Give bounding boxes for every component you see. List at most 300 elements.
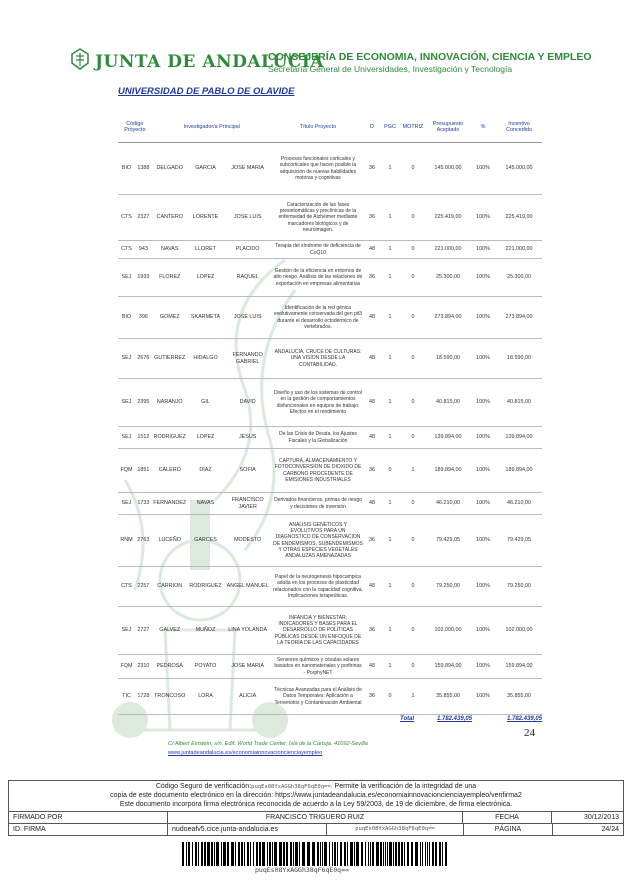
pagina-label: PÁGINA bbox=[464, 824, 553, 835]
cell-pgc: 1 bbox=[380, 515, 400, 567]
cell-ap2: DIAZ bbox=[188, 449, 224, 493]
barcode-bar bbox=[279, 842, 282, 866]
cell-ap2: LOPEZ bbox=[188, 259, 224, 297]
cell-pct: 100% bbox=[470, 449, 496, 493]
cell-incentivo: 18.590,00 bbox=[496, 339, 542, 379]
cell-titulo: Papel de la neurogenesis hipocampica adulta en los procesos de plasticidad relacionados con la capacidad cognitiva. Implicaciones terapeúticas. bbox=[272, 567, 364, 607]
cell-ap1: LUCEÑO bbox=[152, 515, 188, 567]
cell-ap1: DELGADO bbox=[152, 143, 188, 195]
id-firma-label: ID. FIRMA bbox=[9, 824, 168, 835]
cell-titulo: ANDALUCIA, CRUCE DE CULTURAS: UNA VISION DESDE LA CONTABILIDAD. bbox=[272, 339, 364, 379]
cell-ap1: TRONCOSO bbox=[152, 679, 188, 715]
cell-num: 2310 bbox=[135, 655, 152, 679]
address-line: C/ Albert Einstein, s/n. Edif. World Trade Center, Isla de la Cartuja. 41092-Sevilla bbox=[168, 741, 368, 747]
cell-ap1: FLOREZ bbox=[152, 259, 188, 297]
cell-pct: 100% bbox=[470, 241, 496, 259]
cell-presupuesto: 221.000,00 bbox=[426, 241, 470, 259]
cell-area: SEJ bbox=[118, 607, 135, 655]
cell-titulo: INFANCIA Y BIENESTAR: INDICADORES Y BASES PARA EL DESARROLLO DE POLÍTICAS PÚBLICAS DESDE UN ENFOQUE DE LA TEORÍA DE LAS CAPACIDADES bbox=[272, 607, 364, 655]
cell-d: 36 bbox=[364, 143, 380, 195]
barcode-bar bbox=[322, 842, 323, 866]
barcode-bar bbox=[368, 842, 369, 866]
cell-d: 36 bbox=[364, 679, 380, 715]
verification-text bbox=[9, 781, 623, 812]
cell-incentivo: 46.210,00 bbox=[496, 493, 542, 515]
col-header-codigo: Código Proyecto bbox=[118, 112, 152, 143]
barcode-bar bbox=[238, 842, 240, 866]
cell-ap1: CALERO bbox=[152, 449, 188, 493]
barcode-bar bbox=[274, 842, 277, 866]
cell-d: 36 bbox=[364, 515, 380, 567]
barcode-bar bbox=[398, 842, 400, 866]
cell-titulo: Procesos funcionales corticales y subcorticales que hacen posible la adquisición de nuevas habilidades motoras y cognitivas bbox=[272, 143, 364, 195]
cell-ap1: CANTERO bbox=[152, 195, 188, 241]
cell-motriz: 0 bbox=[400, 427, 426, 449]
cell-motriz: 0 bbox=[400, 607, 426, 655]
table-row bbox=[118, 607, 542, 655]
barcode-bar bbox=[361, 842, 363, 866]
cell-motriz: 0 bbox=[400, 567, 426, 607]
cell-pgc: 1 bbox=[380, 195, 400, 241]
barcode-bar bbox=[198, 842, 199, 866]
barcode-bar bbox=[267, 842, 268, 866]
junta-logo-text: JUNTA DE ANDALUCIA bbox=[95, 52, 325, 72]
barcode-bar bbox=[420, 842, 421, 866]
barcode-bar bbox=[380, 842, 382, 866]
barcode-bar bbox=[372, 842, 374, 866]
cell-pct: 100% bbox=[470, 297, 496, 339]
cell-pct: 100% bbox=[470, 493, 496, 515]
cell-motriz: 0 bbox=[400, 515, 426, 567]
barcode-bar bbox=[407, 842, 409, 866]
barcode-bar bbox=[356, 842, 359, 866]
cell-ap2: POYATO bbox=[188, 655, 224, 679]
cell-incentivo: 139.894,00 bbox=[496, 427, 542, 449]
barcode-bar bbox=[337, 842, 338, 866]
barcode-bar bbox=[383, 842, 384, 866]
barcode-bar bbox=[262, 842, 265, 866]
barcode-bar bbox=[295, 842, 298, 866]
barcode-bar bbox=[195, 842, 197, 866]
secretaria-subtitle: Secretaría General de Universidades, Investigación y Tecnología bbox=[268, 64, 513, 74]
cell-titulo: ANALISIS GENETICOS Y EVOLUTIVOS PARA UN DIAGNOSTICO DE CONSERVACION DE ENDEMISMOS, SUBENDEMISMOS Y OTRAS ESPECIES VEGETALES ANDALUZAS AMENAZADAS bbox=[272, 515, 364, 567]
cell-num: 1512 bbox=[135, 427, 152, 449]
cell-area: SEJ bbox=[118, 427, 135, 449]
verif-law-text: Este documento incorpora firma electrónica reconocida de acuerdo a la Ley 59/2003, de 19 de diciembre, de firma electrónica. bbox=[119, 800, 513, 808]
cell-ap1: NARANJO bbox=[152, 379, 188, 427]
table-row bbox=[118, 655, 542, 679]
barcode-bar bbox=[293, 842, 294, 866]
table-row bbox=[118, 143, 542, 195]
barcode-bar bbox=[221, 842, 222, 866]
cell-incentivo: 273.894,00 bbox=[496, 297, 542, 339]
table-body bbox=[118, 143, 542, 715]
barcode-bar bbox=[186, 842, 187, 866]
cell-num: 2395 bbox=[135, 379, 152, 427]
cell-incentivo: 221.000,00 bbox=[496, 241, 542, 259]
signed-by-row bbox=[9, 812, 623, 824]
cell-area: BIO bbox=[118, 297, 135, 339]
table-row bbox=[118, 515, 542, 567]
barcode-bar bbox=[427, 842, 428, 866]
cell-motriz: 1 bbox=[400, 449, 426, 493]
cell-ap1: CARRION bbox=[152, 567, 188, 607]
cell-motriz: 0 bbox=[400, 259, 426, 297]
cell-nom: FERNANDO GABRIEL bbox=[223, 339, 272, 379]
cell-titulo: Técnicas Avanzadas para el Análisis de Datos Temporales: Aplicación a Terremotos y Contaminación Ambiental bbox=[272, 679, 364, 715]
cell-nom: DAVID bbox=[223, 379, 272, 427]
table-row bbox=[118, 195, 542, 241]
cell-pgc: 1 bbox=[380, 259, 400, 297]
cell-area: SEJ bbox=[118, 379, 135, 427]
cell-motriz: 0 bbox=[400, 379, 426, 427]
table-row bbox=[118, 241, 542, 259]
cell-d: 48 bbox=[364, 567, 380, 607]
cell-num: 2257 bbox=[135, 567, 152, 607]
cell-pct: 100% bbox=[470, 379, 496, 427]
cell-pgc: 1 bbox=[380, 427, 400, 449]
cell-ap2: LORA bbox=[188, 679, 224, 715]
col-header-presupuesto: Presupuesto Aceptado bbox=[426, 112, 470, 143]
barcode-bar bbox=[401, 842, 403, 866]
cell-nom: FRANCISCO JAVIER bbox=[223, 493, 272, 515]
cell-presupuesto: 159.894,00 bbox=[426, 655, 470, 679]
cell-area: BIO bbox=[118, 143, 135, 195]
col-header-incentivo: Incentivo Concedido bbox=[496, 112, 542, 143]
table-row bbox=[118, 679, 542, 715]
cell-titulo: Gestión de la eficiencia en entornos de alto riesgo. Análisis de las relaciones de exportación en empresas alimentarias bbox=[272, 259, 364, 297]
cell-motriz: 0 bbox=[400, 297, 426, 339]
barcode-bar bbox=[253, 842, 254, 866]
cell-ap2: LORENTE bbox=[188, 195, 224, 241]
cell-nom: LINA YOLANDA bbox=[223, 607, 272, 655]
cell-pct: 100% bbox=[470, 655, 496, 679]
cell-pct: 100% bbox=[470, 259, 496, 297]
barcode-bar bbox=[395, 842, 397, 866]
cell-presupuesto: 25.300,00 bbox=[426, 259, 470, 297]
cell-pgc: 1 bbox=[380, 241, 400, 259]
cell-pct: 100% bbox=[470, 339, 496, 379]
col-header-titulo: Título Proyecto bbox=[272, 112, 364, 143]
cell-ap1: PEDROSA bbox=[152, 655, 188, 679]
barcode-bar bbox=[387, 842, 388, 866]
cell-num: 943 bbox=[135, 241, 152, 259]
cell-pct: 100% bbox=[470, 515, 496, 567]
col-header-pct: % bbox=[470, 112, 496, 143]
barcode-bar bbox=[259, 842, 261, 866]
cell-pct: 100% bbox=[470, 143, 496, 195]
cell-nom: JOSE LUIS bbox=[223, 297, 272, 339]
barcode-bar bbox=[302, 842, 305, 866]
barcode-bar bbox=[231, 842, 234, 866]
barcode-bar bbox=[429, 842, 430, 866]
barcode-bar bbox=[435, 842, 437, 866]
barcode-bar bbox=[347, 842, 348, 866]
barcode-bar bbox=[204, 842, 206, 866]
cell-ap1: GOMEZ bbox=[152, 297, 188, 339]
col-header-d: D bbox=[364, 112, 380, 143]
cell-area: SEJ bbox=[118, 259, 135, 297]
fecha-value: 30/12/2013 bbox=[583, 814, 619, 822]
cell-nom: PLACIDO bbox=[223, 241, 272, 259]
id-firma-host: nudoeafv5.cice.junta-andalucia.es bbox=[168, 824, 327, 835]
cell-ap1: GUTIERREZ bbox=[152, 339, 188, 379]
total-label: Total bbox=[400, 716, 415, 722]
barcode-bar bbox=[329, 842, 330, 866]
barcode-image bbox=[182, 842, 448, 866]
total-incentivo: 1.782.439,05 bbox=[507, 716, 543, 722]
cell-presupuesto: 189.894,00 bbox=[426, 449, 470, 493]
cell-nom: RAQUEL bbox=[223, 259, 272, 297]
barcode-bar bbox=[340, 842, 342, 866]
cell-pgc: 0 bbox=[380, 449, 400, 493]
cell-pct: 100% bbox=[470, 607, 496, 655]
cell-motriz: 0 bbox=[400, 339, 426, 379]
page-number: 24 bbox=[524, 727, 535, 739]
cell-presupuesto: 46.210,00 bbox=[426, 493, 470, 515]
cell-pct: 100% bbox=[470, 195, 496, 241]
table-row bbox=[118, 449, 542, 493]
cell-presupuesto: 139.894,00 bbox=[426, 427, 470, 449]
cell-pgc: 1 bbox=[380, 493, 400, 515]
barcode-bar bbox=[320, 842, 321, 866]
firmado-value: FRANCISCO TRIGUERO RUIZ bbox=[168, 812, 463, 823]
cell-pgc: 1 bbox=[380, 297, 400, 339]
cell-ap2: LLORET bbox=[188, 241, 224, 259]
cell-ap2: RODRIGUEZ bbox=[188, 567, 224, 607]
table-row bbox=[118, 379, 542, 427]
cell-presupuesto: 18.590,00 bbox=[426, 339, 470, 379]
university-title: UNIVERSIDAD DE PABLO DE OLAVIDE bbox=[118, 86, 295, 97]
barcode-bar bbox=[370, 842, 371, 866]
cell-incentivo: 159.894,00 bbox=[496, 655, 542, 679]
cell-presupuesto: 102.000,00 bbox=[426, 607, 470, 655]
signature-footer bbox=[8, 780, 624, 836]
cell-titulo: Terapia del síndrome de deficiencia de CoQ10 bbox=[272, 241, 364, 259]
cell-nom: MODESTO bbox=[223, 515, 272, 567]
cell-motriz: 0 bbox=[400, 655, 426, 679]
barcode-bar bbox=[256, 842, 258, 866]
barcode-bar bbox=[188, 842, 190, 866]
cell-titulo: Caracterización de las fases presintomáticas y preclínicas de la enfermedad de Alzheimer mediante marcadores biológicos y de neuroimagen. bbox=[272, 195, 364, 241]
col-header-investigador: Investigador/a Principal bbox=[152, 112, 272, 143]
cell-pgc: 1 bbox=[380, 567, 400, 607]
cell-incentivo: 25.300,00 bbox=[496, 259, 542, 297]
cell-area: FQM bbox=[118, 449, 135, 493]
consejeria-title: CONSEJERÍA DE ECONOMIA, INNOVACIÓN, CIENCIA Y EMPLEO bbox=[268, 51, 592, 63]
cell-d: 36 bbox=[364, 259, 380, 297]
barcode-bar bbox=[299, 842, 300, 866]
barcode-bar bbox=[350, 842, 353, 866]
cell-incentivo: 225.419,00 bbox=[496, 195, 542, 241]
cell-d: 48 bbox=[364, 297, 380, 339]
cell-ap1: NAVAS bbox=[152, 241, 188, 259]
cell-presupuesto: 79.250,00 bbox=[426, 567, 470, 607]
cell-incentivo: 35.855,00 bbox=[496, 679, 542, 715]
cell-pgc: 1 bbox=[380, 143, 400, 195]
cell-incentivo: 40.815,00 bbox=[496, 379, 542, 427]
barcode-bar bbox=[334, 842, 336, 866]
cell-pct: 100% bbox=[470, 427, 496, 449]
signature-id-row bbox=[9, 824, 623, 835]
cell-ap2: MUÑOZ bbox=[188, 607, 224, 655]
cell-incentivo: 79.429,05 bbox=[496, 515, 542, 567]
barcode-bar bbox=[432, 842, 434, 866]
barcode-bar bbox=[223, 842, 226, 866]
col-header-motriz: MOTRIZ bbox=[400, 112, 426, 143]
barcode-bar bbox=[307, 842, 310, 866]
table-row bbox=[118, 297, 542, 339]
table-row bbox=[118, 339, 542, 379]
cell-pgc: 1 bbox=[380, 655, 400, 679]
cell-area: CTS bbox=[118, 195, 135, 241]
barcode-bar bbox=[411, 842, 413, 866]
total-presupuesto: 1.782.439,05 bbox=[437, 716, 473, 722]
cell-motriz: 0 bbox=[400, 493, 426, 515]
verif-url-text: copia de este documento electrónico en la dirección: https://www.juntadeandalucia.es/economiainnovacioncienciayempleo/verifirma2 bbox=[110, 791, 522, 799]
barcode-bar bbox=[404, 842, 405, 866]
cell-ap2: NAVAS bbox=[188, 493, 224, 515]
cell-pgc: 1 bbox=[380, 607, 400, 655]
barcode-bar bbox=[312, 842, 315, 866]
cell-num: 1933 bbox=[135, 259, 152, 297]
id-firma-code: puqEs08YxAGGh38qF6qE0q== bbox=[327, 824, 464, 835]
cell-pgc: 1 bbox=[380, 379, 400, 427]
barcode-bar bbox=[354, 842, 355, 866]
cell-d: 48 bbox=[364, 339, 380, 379]
barcode-bar bbox=[425, 842, 426, 866]
cell-titulo: Identificación de la red génica evolutivamente conservada del gen pit3 durante el desarrollo ectodérmico de vertebrados. bbox=[272, 297, 364, 339]
table-row bbox=[118, 259, 542, 297]
cell-presupuesto: 273.894,00 bbox=[426, 297, 470, 339]
cell-nom: SOFIA bbox=[223, 449, 272, 493]
barcode-bar bbox=[182, 842, 184, 866]
barcode-bar bbox=[286, 842, 288, 866]
cell-num: 2763 bbox=[135, 515, 152, 567]
barcode-bar bbox=[344, 842, 346, 866]
cell-area: SEJ bbox=[118, 493, 135, 515]
barcode-bar bbox=[192, 842, 193, 866]
cell-motriz: 0 bbox=[400, 241, 426, 259]
cell-incentivo: 102.000,00 bbox=[496, 607, 542, 655]
barcode-bar bbox=[247, 842, 249, 866]
verif-label: Código Seguro de verificación: bbox=[155, 783, 252, 790]
table-row bbox=[118, 427, 542, 449]
cell-incentivo: 79.250,00 bbox=[496, 567, 542, 607]
barcode-bar bbox=[272, 842, 273, 866]
barcode-bar bbox=[324, 842, 327, 866]
cell-num: 2327 bbox=[135, 195, 152, 241]
cell-num: 2676 bbox=[135, 339, 152, 379]
barcode-bar bbox=[439, 842, 441, 866]
cell-d: 48 bbox=[364, 379, 380, 427]
barcode-bar bbox=[241, 842, 243, 866]
col-header-pgc: PGC bbox=[380, 112, 400, 143]
barcode-bar bbox=[385, 842, 386, 866]
junta-logo-icon bbox=[70, 48, 90, 70]
projects-table bbox=[118, 112, 542, 715]
cell-num: 1388 bbox=[135, 143, 152, 195]
cell-ap2: SKARMETA bbox=[188, 297, 224, 339]
cell-area: CTS bbox=[118, 567, 135, 607]
barcode-bar bbox=[207, 842, 210, 866]
cell-nom: JOSE LUIS bbox=[223, 195, 272, 241]
barcode-bar bbox=[283, 842, 285, 866]
cell-titulo: Sensores químicos y césulas solares basados en nanomateriales y porfirinas - PorphyNET bbox=[272, 655, 364, 679]
cell-nom: JESUS bbox=[223, 427, 272, 449]
barcode-bar bbox=[227, 842, 229, 866]
cell-d: 48 bbox=[364, 241, 380, 259]
barcode-bar bbox=[201, 842, 203, 866]
cell-presupuesto: 40.815,00 bbox=[426, 379, 470, 427]
cell-motriz: 1 bbox=[400, 679, 426, 715]
cell-pgc: 0 bbox=[380, 679, 400, 715]
pagina-value: 24/24 bbox=[601, 826, 619, 834]
cell-d: 36 bbox=[364, 449, 380, 493]
cell-num: 396 bbox=[135, 297, 152, 339]
verif-text-a: . Permite la verificación de la integridad de una bbox=[330, 783, 477, 790]
barcode-bar bbox=[216, 842, 219, 866]
barcode-bar bbox=[422, 842, 423, 866]
cell-d: 48 bbox=[364, 427, 380, 449]
fecha-label: FECHA bbox=[463, 812, 552, 823]
cell-ap2: LOPEZ bbox=[188, 427, 224, 449]
cell-d: 36 bbox=[364, 195, 380, 241]
cell-area: CTS bbox=[118, 241, 135, 259]
cell-presupuesto: 145.000,00 bbox=[426, 143, 470, 195]
cell-area: TIC bbox=[118, 679, 135, 715]
cell-nom: JOSE MARIA bbox=[223, 655, 272, 679]
table-row bbox=[118, 493, 542, 515]
cell-motriz: 0 bbox=[400, 195, 426, 241]
cell-ap2: GARCES bbox=[188, 515, 224, 567]
cell-titulo: Diseño y uso de los sistemas de control en la gestión de comportamientos disfuncionales en equipos de trabajo: Efectos en el rendimiento bbox=[272, 379, 364, 427]
website-link[interactable]: www.juntadeandalucia.es/economiainnovacioncienciayempleo bbox=[168, 750, 323, 756]
barcode-text: puqEs08YxAGGh38qF6qE0q== bbox=[255, 866, 349, 874]
barcode-bar bbox=[442, 842, 443, 866]
barcode-bar bbox=[415, 842, 418, 866]
barcode-bar bbox=[250, 842, 251, 866]
barcode-bar bbox=[445, 842, 447, 866]
cell-ap2: HIDALGO bbox=[188, 339, 224, 379]
cell-ap1: RODRIGUEZ bbox=[152, 427, 188, 449]
barcode-bar bbox=[389, 842, 392, 866]
cell-pct: 100% bbox=[470, 567, 496, 607]
cell-pgc: 1 bbox=[380, 339, 400, 379]
table-header-row bbox=[118, 112, 542, 143]
cell-incentivo: 145.000,00 bbox=[496, 143, 542, 195]
cell-d: 48 bbox=[364, 493, 380, 515]
cell-num: 2727 bbox=[135, 607, 152, 655]
cell-incentivo: 189.894,00 bbox=[496, 449, 542, 493]
cell-presupuesto: 79.429,05 bbox=[426, 515, 470, 567]
barcode-bar bbox=[332, 842, 333, 866]
cell-titulo: Derivados financieros, primas de riesgo y decisiones de inversión bbox=[272, 493, 364, 515]
barcode-bar bbox=[211, 842, 213, 866]
barcode-bar bbox=[376, 842, 379, 866]
barcode-bar bbox=[244, 842, 245, 866]
cell-num: 1728 bbox=[135, 679, 152, 715]
barcode-bar bbox=[317, 842, 319, 866]
barcode-bar bbox=[290, 842, 292, 866]
cell-d: 48 bbox=[364, 655, 380, 679]
cell-nom: ALICIA bbox=[223, 679, 272, 715]
cell-area: FQM bbox=[118, 655, 135, 679]
cell-nom: JOSE MARIA bbox=[223, 143, 272, 195]
cell-area: RNM bbox=[118, 515, 135, 567]
cell-presupuesto: 35.855,00 bbox=[426, 679, 470, 715]
cell-nom: ANGEL MANUEL bbox=[223, 567, 272, 607]
